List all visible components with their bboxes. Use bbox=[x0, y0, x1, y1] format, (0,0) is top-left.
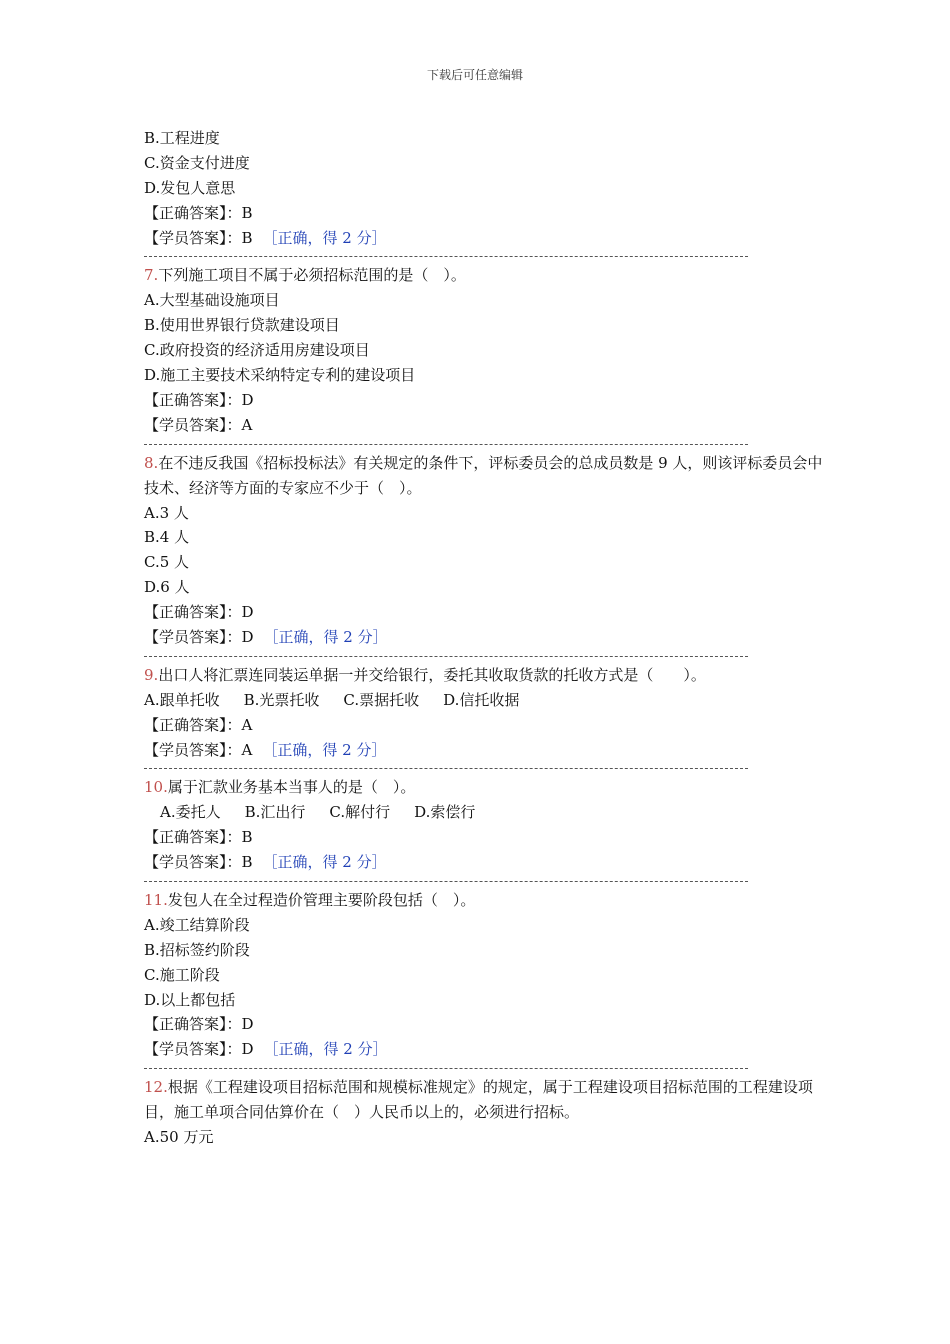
option-a: A.50 万元 bbox=[144, 1128, 214, 1147]
option-c: C.票据托收 bbox=[343, 690, 420, 709]
separator bbox=[144, 875, 748, 888]
option-c: C.5 人 bbox=[144, 553, 190, 572]
result-badge: ［正确，得 2 分］ bbox=[263, 1040, 388, 1059]
correct-answer: 【正确答案】：D bbox=[144, 603, 254, 622]
option-c: C.政府投资的经济适用房建设项目 bbox=[144, 341, 370, 360]
page-header: 下载后可任意编辑 bbox=[426, 68, 523, 82]
question-11 bbox=[144, 888, 824, 1062]
result-badge: ［正确，得 2 分］ bbox=[263, 627, 388, 646]
student-answer-row bbox=[144, 625, 824, 650]
option-b: B.招标签约阶段 bbox=[144, 940, 250, 959]
correct-answer: 【正确答案】：B bbox=[144, 828, 253, 847]
question-10 bbox=[144, 775, 824, 875]
separator bbox=[144, 762, 748, 775]
option-a: A.跟单托收 bbox=[144, 690, 220, 709]
options-row bbox=[144, 688, 824, 713]
student-answer-row bbox=[144, 850, 824, 875]
question-text-row bbox=[144, 451, 824, 501]
question-number: 9. bbox=[144, 665, 159, 684]
question-text: 出口人将汇票连同装运单据一并交给银行，委托其收取货款的托收方式是（ ）。 bbox=[158, 665, 706, 684]
student-answer-row bbox=[144, 1037, 824, 1062]
question-text: 属于汇款业务基本当事人的是（ ）。 bbox=[167, 778, 416, 797]
separator bbox=[144, 650, 748, 663]
option-c: C.资金支付进度 bbox=[144, 153, 250, 172]
option-b: B.汇出行 bbox=[244, 803, 306, 822]
question-number: 7. bbox=[144, 266, 159, 285]
option-d: D.索偿行 bbox=[414, 803, 476, 822]
option-a: A.竣工结算阶段 bbox=[144, 915, 250, 934]
correct-answer: 【正确答案】：D bbox=[144, 1015, 254, 1034]
student-answer: 【学员答案】：D bbox=[144, 1040, 254, 1059]
question-text-row bbox=[144, 263, 824, 288]
option-a: A.委托人 bbox=[160, 803, 221, 822]
question-number: 12. bbox=[144, 1078, 168, 1097]
student-answer: 【学员答案】：A bbox=[144, 415, 253, 434]
result-badge: ［正确，得 2 分］ bbox=[262, 228, 387, 247]
question-text: 在不违反我国《招标投标法》有关规定的条件下，评标委员会的总成员数是 9 人，则该评标委员会中技术、经济等方面的专家应不少于（ ）。 bbox=[144, 453, 823, 497]
option-b: B.4 人 bbox=[144, 528, 190, 547]
option-c: C.施工阶段 bbox=[144, 965, 220, 984]
option-a: A.大型基础设施项目 bbox=[144, 291, 280, 310]
result-badge: ［正确，得 2 分］ bbox=[262, 853, 387, 872]
option-d: D.发包人意思 bbox=[144, 178, 236, 197]
option-b: B.使用世界银行贷款建设项目 bbox=[144, 316, 340, 335]
student-answer-row bbox=[144, 226, 824, 251]
question-7 bbox=[144, 263, 824, 437]
question-8 bbox=[144, 451, 824, 650]
question-text-row bbox=[144, 663, 824, 688]
question-12 bbox=[144, 1075, 824, 1150]
student-answer: 【学员答案】：D bbox=[144, 627, 254, 646]
student-answer-row bbox=[144, 738, 824, 763]
options-row bbox=[144, 800, 824, 825]
question-text: 发包人在全过程造价管理主要阶段包括（ ）。 bbox=[167, 890, 476, 909]
option-b: B.光票托收 bbox=[243, 690, 320, 709]
question-9 bbox=[144, 663, 824, 763]
question-text-row bbox=[144, 888, 824, 913]
separator bbox=[144, 250, 748, 263]
option-a: A.3 人 bbox=[144, 503, 189, 522]
option-d: D.6 人 bbox=[144, 578, 190, 597]
student-answer: 【学员答案】：A bbox=[144, 740, 253, 759]
question-number: 10. bbox=[144, 778, 168, 797]
question-text: 下列施工项目不属于必须招标范围的是（ ）。 bbox=[158, 266, 466, 285]
result-badge: ［正确，得 2 分］ bbox=[262, 740, 387, 759]
question-text-row bbox=[144, 1075, 824, 1125]
question-number: 8. bbox=[144, 453, 159, 472]
student-answer: 【学员答案】：B bbox=[144, 228, 253, 247]
question-number: 11. bbox=[144, 890, 168, 909]
student-answer: 【学员答案】：B bbox=[144, 853, 253, 872]
separator bbox=[144, 1062, 748, 1075]
question-text-row bbox=[144, 775, 824, 800]
question-text: 根据《工程建设项目招标范围和规模标准规定》的规定，属于工程建设项目招标范围的工程建设项目，施工单项合同估算价在（ ）人民币以上的，必须进行招标。 bbox=[144, 1078, 813, 1122]
correct-answer: 【正确答案】：A bbox=[144, 715, 253, 734]
option-c: C.解付行 bbox=[329, 803, 391, 822]
option-b: B.工程进度 bbox=[144, 129, 220, 147]
option-d: D.信托收据 bbox=[443, 690, 520, 709]
quiz-content bbox=[144, 126, 824, 1150]
option-d: D.以上都包括 bbox=[144, 990, 236, 1009]
correct-answer: 【正确答案】：B bbox=[144, 203, 253, 222]
question-6-tail bbox=[144, 126, 824, 250]
option-d: D.施工主要技术采纳特定专利的建设项目 bbox=[144, 366, 416, 385]
correct-answer: 【正确答案】：D bbox=[144, 390, 254, 409]
separator bbox=[144, 438, 748, 451]
